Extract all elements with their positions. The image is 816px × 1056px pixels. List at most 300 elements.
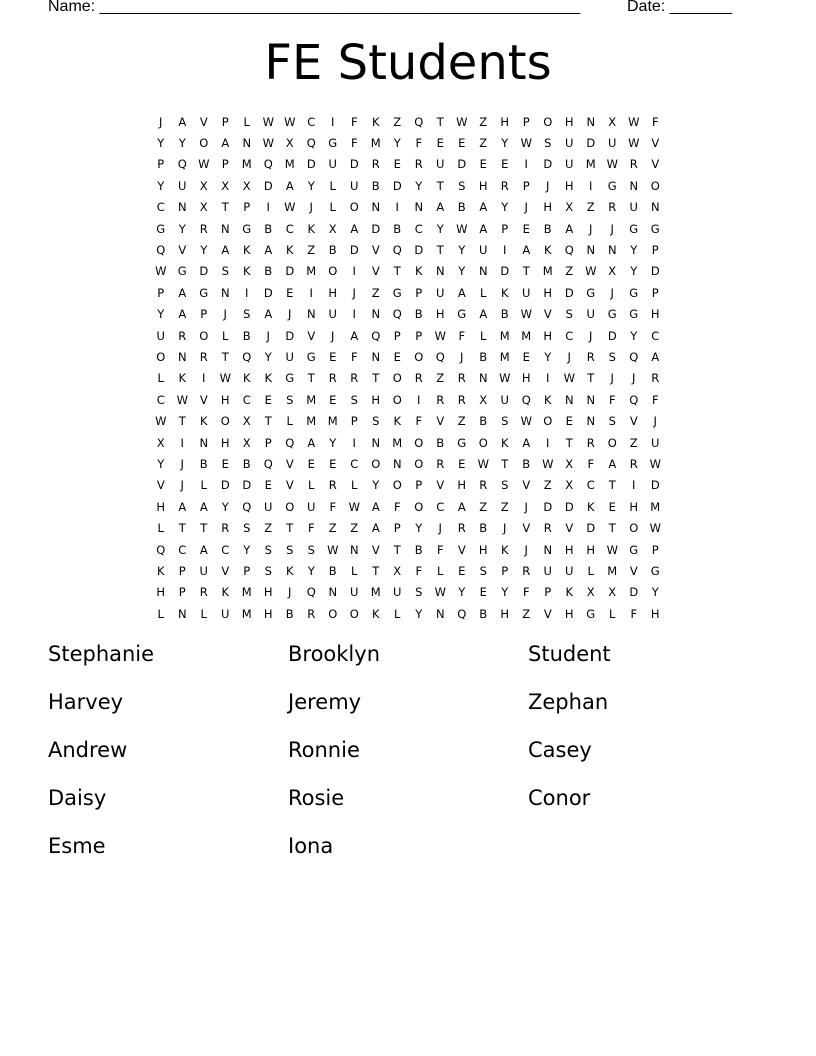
- grid-letter: N: [242, 136, 252, 151]
- grid-letter: J: [589, 221, 593, 236]
- grid-letter: J: [524, 200, 528, 215]
- grid-letter: O: [371, 456, 381, 471]
- grid-letter: M: [241, 606, 252, 621]
- grid-letter: D: [543, 157, 553, 172]
- grid-letter: Z: [328, 521, 337, 536]
- grid-letter: O: [414, 435, 424, 450]
- grid-letter: B: [479, 606, 488, 621]
- grid-letter: T: [393, 542, 401, 557]
- grid-letter: Z: [393, 114, 402, 129]
- grid-letter: C: [586, 478, 595, 493]
- grid-letter: U: [393, 585, 402, 600]
- grid-letter: E: [458, 563, 466, 578]
- grid-letter: A: [178, 114, 187, 129]
- word-list-item: Esme: [48, 834, 106, 858]
- grid-letter: T: [436, 114, 444, 129]
- grid-letter: U: [500, 392, 509, 407]
- grid-letter: F: [630, 606, 638, 621]
- grid-letter: U: [328, 307, 337, 322]
- grid-letter: N: [414, 200, 424, 215]
- grid-letter: B: [500, 307, 509, 322]
- grid-letter: C: [156, 200, 165, 215]
- grid-letter: H: [263, 606, 273, 621]
- grid-letter: Y: [157, 136, 165, 151]
- grid-letter: N: [371, 349, 381, 364]
- grid-letter: O: [543, 414, 553, 429]
- grid-letter: R: [371, 157, 380, 172]
- grid-letter: G: [629, 285, 639, 300]
- grid-letter: S: [608, 414, 616, 429]
- grid-letter: E: [329, 392, 337, 407]
- grid-letter: F: [608, 392, 616, 407]
- word-list-item: Harvey: [48, 690, 124, 714]
- grid-letter: K: [285, 243, 294, 258]
- grid-letter: X: [242, 435, 251, 450]
- grid-letter: O: [478, 435, 488, 450]
- grid-letter: U: [522, 285, 531, 300]
- grid-letter: G: [242, 221, 252, 236]
- grid-letter: E: [522, 221, 530, 236]
- grid-letter: Q: [414, 114, 424, 129]
- grid-letter: X: [199, 178, 208, 193]
- grid-letter: R: [629, 456, 638, 471]
- grid-letter: N: [435, 264, 445, 279]
- grid-letter: F: [522, 585, 530, 600]
- grid-letter: H: [263, 585, 273, 600]
- grid-letter: V: [522, 478, 531, 493]
- grid-letter: Y: [307, 178, 315, 193]
- grid-letter: Q: [156, 243, 166, 258]
- grid-letter: A: [457, 499, 466, 514]
- grid-letter: A: [371, 499, 380, 514]
- grid-letter: S: [608, 349, 616, 364]
- grid-letter: H: [564, 606, 574, 621]
- grid-letter: N: [199, 435, 209, 450]
- grid-letter: E: [608, 499, 616, 514]
- grid-letter: I: [266, 200, 270, 215]
- grid-letter: L: [286, 414, 293, 429]
- grid-letter: R: [414, 157, 423, 172]
- grid-letter: U: [307, 499, 316, 514]
- grid-letter: P: [243, 200, 251, 215]
- grid-letter: N: [586, 243, 596, 258]
- grid-letter: X: [608, 114, 617, 129]
- grid-letter: Q: [371, 328, 381, 343]
- grid-letter: W: [262, 136, 274, 151]
- grid-letter: E: [522, 349, 530, 364]
- grid-letter: N: [177, 200, 187, 215]
- grid-letter: V: [156, 478, 165, 493]
- grid-letter: K: [199, 414, 208, 429]
- grid-letter: J: [223, 307, 227, 322]
- grid-letter: L: [329, 178, 336, 193]
- grid-letter: Y: [458, 585, 466, 600]
- grid-letter: D: [586, 521, 596, 536]
- grid-letter: A: [178, 307, 187, 322]
- grid-letter: H: [586, 542, 596, 557]
- grid-letter: V: [199, 392, 208, 407]
- grid-letter: T: [393, 264, 401, 279]
- grid-letter: S: [501, 414, 509, 429]
- grid-letter: Z: [586, 200, 595, 215]
- grid-letter: R: [457, 521, 466, 536]
- grid-letter: M: [607, 563, 618, 578]
- grid-letter: R: [199, 349, 208, 364]
- grid-letter: M: [499, 349, 510, 364]
- grid-letter: T: [522, 264, 530, 279]
- grid-letter: M: [306, 392, 317, 407]
- grid-letter: T: [565, 435, 573, 450]
- grid-letter: C: [350, 456, 359, 471]
- grid-letter: A: [178, 285, 187, 300]
- grid-letter: T: [286, 521, 294, 536]
- grid-letter: J: [288, 585, 292, 600]
- grid-letter: Y: [243, 542, 251, 557]
- grid-letter: W: [542, 456, 554, 471]
- grid-letter: A: [199, 542, 208, 557]
- grid-letter: B: [543, 221, 552, 236]
- grid-letter: U: [543, 563, 552, 578]
- grid-letter: D: [543, 499, 553, 514]
- grid-letter: E: [458, 456, 466, 471]
- grid-letter: J: [288, 307, 292, 322]
- grid-letter: D: [285, 328, 295, 343]
- grid-letter: G: [177, 264, 187, 279]
- grid-letter: F: [415, 414, 423, 429]
- grid-letter: Q: [306, 136, 316, 151]
- grid-letter: L: [222, 328, 229, 343]
- grid-letter: K: [371, 606, 380, 621]
- grid-letter: L: [609, 606, 616, 621]
- grid-letter: P: [522, 114, 530, 129]
- grid-letter: L: [200, 606, 207, 621]
- grid-letter: B: [242, 328, 251, 343]
- grid-letter: V: [285, 456, 294, 471]
- grid-letter: E: [329, 456, 337, 471]
- grid-letter: H: [478, 178, 488, 193]
- grid-letter: B: [479, 349, 488, 364]
- grid-letter: R: [328, 478, 337, 493]
- grid-letter: H: [543, 285, 553, 300]
- grid-letter: D: [242, 478, 252, 493]
- grid-letter: I: [202, 371, 206, 386]
- grid-letter: Y: [415, 606, 423, 621]
- grid-letter: X: [565, 200, 574, 215]
- grid-letter: D: [349, 243, 359, 258]
- grid-letter: W: [628, 136, 640, 151]
- grid-letter: K: [285, 563, 294, 578]
- grid-letter: V: [371, 542, 380, 557]
- grid-letter: L: [157, 606, 164, 621]
- grid-letter: J: [352, 285, 356, 300]
- grid-letter: A: [285, 178, 294, 193]
- grid-letter: Q: [564, 243, 574, 258]
- grid-letter: V: [307, 328, 316, 343]
- grid-letter: Z: [565, 264, 574, 279]
- grid-letter: W: [284, 200, 296, 215]
- grid-letter: F: [393, 499, 401, 514]
- grid-letter: H: [564, 114, 574, 129]
- grid-letter: N: [220, 285, 230, 300]
- grid-letter: Y: [501, 585, 509, 600]
- grid-letter: R: [608, 200, 617, 215]
- grid-letter: R: [414, 371, 423, 386]
- word-list-item: Andrew: [48, 738, 128, 762]
- grid-letter: A: [307, 435, 316, 450]
- grid-letter: U: [651, 435, 660, 450]
- grid-letter: R: [199, 221, 208, 236]
- grid-letter: G: [199, 285, 209, 300]
- grid-letter: I: [352, 264, 356, 279]
- grid-letter: P: [200, 307, 208, 322]
- grid-letter: O: [543, 114, 553, 129]
- grid-letter: E: [264, 478, 272, 493]
- grid-letter: U: [178, 178, 187, 193]
- grid-letter: J: [460, 349, 464, 364]
- grid-letter: S: [243, 307, 251, 322]
- grid-letter: H: [564, 178, 574, 193]
- grid-letter: Y: [393, 136, 401, 151]
- grid-letter: K: [221, 585, 230, 600]
- grid-letter: Y: [264, 349, 272, 364]
- grid-letter: E: [458, 136, 466, 151]
- grid-letter: B: [285, 606, 294, 621]
- grid-letter: P: [157, 157, 165, 172]
- grid-letter: I: [180, 435, 184, 450]
- grid-letter: Z: [436, 371, 445, 386]
- grid-letter: D: [500, 264, 510, 279]
- grid-letter: T: [608, 478, 616, 493]
- grid-letter: W: [348, 499, 360, 514]
- grid-letter: A: [221, 243, 230, 258]
- grid-letter: J: [610, 221, 614, 236]
- grid-letter: Y: [458, 264, 466, 279]
- grid-letter: C: [242, 392, 251, 407]
- grid-letter: V: [436, 478, 445, 493]
- grid-letter: E: [501, 157, 509, 172]
- grid-letter: T: [307, 371, 315, 386]
- grid-letter: B: [264, 221, 273, 236]
- grid-letter: G: [586, 285, 596, 300]
- grid-letter: Z: [629, 435, 638, 450]
- grid-letter: L: [480, 328, 487, 343]
- grid-letter: D: [263, 178, 273, 193]
- grid-letter: U: [264, 499, 273, 514]
- grid-letter: J: [159, 114, 163, 129]
- grid-letter: K: [242, 264, 251, 279]
- grid-letter: B: [328, 563, 337, 578]
- grid-letter: G: [607, 178, 617, 193]
- grid-letter: Q: [306, 585, 316, 600]
- grid-letter: O: [328, 264, 338, 279]
- grid-letter: Y: [630, 243, 638, 258]
- grid-letter: Y: [651, 585, 659, 600]
- grid-letter: P: [178, 585, 186, 600]
- grid-letter: P: [243, 563, 251, 578]
- grid-letter: T: [501, 456, 509, 471]
- grid-letter: T: [178, 521, 186, 536]
- grid-letter: N: [220, 221, 230, 236]
- grid-letter: R: [307, 606, 316, 621]
- grid-letter: S: [501, 478, 509, 493]
- grid-letter: Y: [458, 243, 466, 258]
- grid-letter: V: [371, 264, 380, 279]
- grid-letter: Y: [329, 435, 337, 450]
- word-list-item: Conor: [528, 786, 591, 810]
- grid-letter: R: [586, 349, 595, 364]
- grid-letter: A: [479, 307, 488, 322]
- grid-letter: A: [350, 221, 359, 236]
- grid-letter: S: [286, 542, 294, 557]
- grid-letter: A: [479, 200, 488, 215]
- grid-letter: Z: [350, 521, 359, 536]
- grid-letter: D: [285, 264, 295, 279]
- grid-letter: N: [392, 456, 402, 471]
- grid-letter: H: [220, 392, 230, 407]
- grid-letter: H: [156, 585, 166, 600]
- grid-letter: F: [350, 114, 358, 129]
- grid-letter: X: [156, 435, 165, 450]
- grid-letter: J: [309, 200, 313, 215]
- grid-letter: R: [221, 521, 230, 536]
- grid-letter: W: [284, 114, 296, 129]
- grid-letter: Q: [521, 392, 531, 407]
- grid-letter: Y: [157, 307, 165, 322]
- grid-letter: I: [352, 307, 356, 322]
- grid-letter: T: [608, 521, 616, 536]
- grid-letter: G: [392, 285, 402, 300]
- grid-letter: N: [564, 392, 574, 407]
- grid-letter: Q: [392, 243, 402, 258]
- grid-letter: V: [178, 243, 187, 258]
- grid-letter: B: [414, 307, 423, 322]
- grid-letter: W: [198, 157, 210, 172]
- grid-letter: D: [650, 264, 660, 279]
- grid-letter: R: [500, 178, 509, 193]
- grid-letter: T: [587, 371, 595, 386]
- grid-letter: M: [521, 328, 532, 343]
- grid-letter: W: [155, 264, 167, 279]
- grid-letter: Z: [457, 414, 466, 429]
- grid-letter: H: [478, 542, 488, 557]
- grid-letter: W: [434, 585, 446, 600]
- grid-letter: V: [522, 521, 531, 536]
- grid-letter: Y: [630, 328, 638, 343]
- grid-letter: J: [180, 456, 184, 471]
- grid-letter: W: [563, 371, 575, 386]
- grid-letter: Q: [156, 542, 166, 557]
- grid-letter: R: [522, 563, 531, 578]
- grid-letter: L: [437, 563, 444, 578]
- grid-letter: R: [629, 157, 638, 172]
- grid-letter: N: [349, 542, 359, 557]
- grid-letter: P: [393, 328, 401, 343]
- grid-letter: Z: [522, 606, 531, 621]
- grid-letter: Q: [242, 349, 252, 364]
- grid-letter: R: [328, 371, 337, 386]
- grid-letter: W: [499, 371, 511, 386]
- grid-letter: P: [651, 542, 659, 557]
- grid-letter: Q: [392, 307, 402, 322]
- grid-letter: I: [245, 285, 249, 300]
- grid-letter: W: [477, 456, 489, 471]
- grid-letter: B: [328, 243, 337, 258]
- grid-letter: S: [264, 542, 272, 557]
- grid-letter: D: [220, 478, 230, 493]
- grid-letter: V: [651, 136, 660, 151]
- grid-letter: K: [242, 243, 251, 258]
- grid-letter: L: [587, 563, 594, 578]
- grid-letter: E: [565, 414, 573, 429]
- grid-letter: Y: [501, 200, 509, 215]
- grid-letter: T: [221, 349, 229, 364]
- grid-letter: A: [371, 521, 380, 536]
- grid-letter: B: [242, 456, 251, 471]
- grid-letter: Q: [242, 499, 252, 514]
- grid-letter: U: [285, 349, 294, 364]
- grid-letter: A: [264, 243, 273, 258]
- grid-letter: A: [565, 221, 574, 236]
- grid-letter: V: [371, 243, 380, 258]
- grid-letter: J: [632, 371, 636, 386]
- grid-letter: L: [200, 478, 207, 493]
- grid-letter: Q: [629, 392, 639, 407]
- grid-letter: K: [500, 435, 509, 450]
- grid-letter: K: [264, 371, 273, 386]
- grid-letter: E: [329, 349, 337, 364]
- word-list-item: Iona: [288, 834, 334, 858]
- grid-letter: W: [649, 456, 661, 471]
- grid-letter: G: [629, 307, 639, 322]
- grid-letter: Y: [415, 521, 423, 536]
- grid-letter: J: [567, 349, 571, 364]
- grid-letter: Q: [629, 349, 639, 364]
- grid-letter: N: [650, 200, 660, 215]
- grid-letter: O: [349, 606, 359, 621]
- grid-letter: O: [392, 392, 402, 407]
- grid-letter: T: [221, 200, 229, 215]
- grid-letter: K: [543, 243, 552, 258]
- name-field-label: Name: ______________________________________________________: [48, 0, 581, 15]
- grid-letter: G: [285, 371, 295, 386]
- grid-letter: X: [608, 585, 617, 600]
- grid-letter: B: [457, 200, 466, 215]
- grid-letter: R: [543, 521, 552, 536]
- grid-letter: T: [372, 563, 380, 578]
- grid-letter: T: [436, 243, 444, 258]
- grid-letter: W: [456, 221, 468, 236]
- grid-letter: G: [650, 563, 660, 578]
- grid-letter: I: [309, 285, 313, 300]
- grid-letter: A: [651, 349, 660, 364]
- grid-letter: N: [629, 178, 639, 193]
- grid-letter: K: [242, 371, 251, 386]
- grid-letter: V: [457, 542, 466, 557]
- grid-letter: Z: [371, 285, 380, 300]
- grid-letter: P: [264, 435, 272, 450]
- grid-letter: W: [434, 328, 446, 343]
- grid-letter: N: [177, 606, 187, 621]
- grid-letter: R: [457, 392, 466, 407]
- grid-letter: V: [285, 478, 294, 493]
- grid-letter: X: [608, 264, 617, 279]
- grid-letter: M: [241, 157, 252, 172]
- grid-letter: C: [414, 221, 423, 236]
- grid-letter: M: [370, 136, 381, 151]
- grid-letter: I: [395, 200, 399, 215]
- grid-letter: J: [503, 521, 507, 536]
- grid-letter: X: [242, 414, 251, 429]
